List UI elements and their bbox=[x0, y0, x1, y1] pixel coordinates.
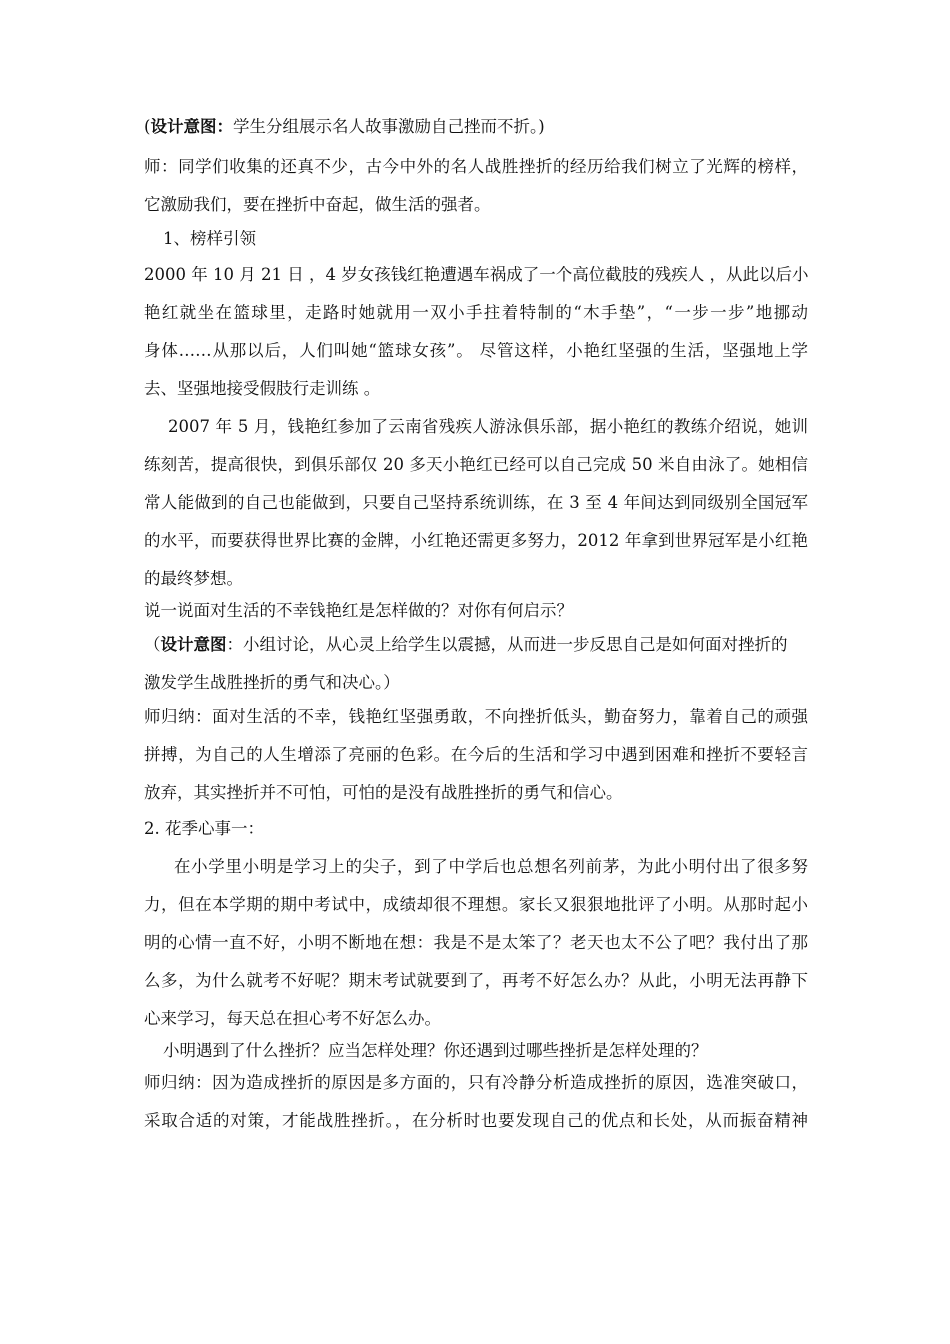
text-line: 激发学生战胜挫折的勇气和决心。） bbox=[144, 674, 400, 692]
design-intent-text: ：小组讨论，从心灵上给学生以震撼，从而进一步反思自己是如何面对挫折的 bbox=[226, 636, 788, 654]
section-heading-role-models: 1、榜样引领 bbox=[163, 230, 256, 248]
document-body bbox=[144, 118, 808, 1130]
text-line: 练刻苦，提高很快，到俱乐部仅 20 多天小艳红已经可以自己完成 50 米自由泳了。她相信 bbox=[144, 456, 808, 474]
text-line: 的水平，而要获得世界比赛的金牌，小红艳还需更多努力，2012 年拿到世界冠军是小红艳 bbox=[144, 532, 808, 550]
design-intent-text: 学生分组展示名人故事激励自己挫而不折。) bbox=[232, 118, 545, 136]
text-line: 师归纳：因为造成挫折的原因是多方面的，只有冷静分析造成挫折的原因，选准突破口， bbox=[144, 1074, 808, 1092]
text-line: 师：同学们收集的还真不少，古今中外的名人战胜挫折的经历给我们树立了光辉的榜样， bbox=[144, 158, 808, 176]
text-line: 的最终梦想。 bbox=[144, 570, 243, 588]
text-line: 它激励我们，要在挫折中奋起，做生活的强者。 bbox=[144, 196, 491, 214]
text-line: 2000 年 10 月 21 日 ，4 岁女孩钱红艳遭遇车祸成了一个高位截肢的残疾人 ，从此以后小 bbox=[144, 266, 808, 284]
text-line: 心来学习，每天总在担心考不好怎么办。 bbox=[144, 1010, 441, 1028]
discussion-question: 小明遇到了什么挫折？应当怎样处理？你还遇到过哪些挫折是怎样处理的？ bbox=[163, 1042, 708, 1060]
text-line: 常人能做到的自己也能做到，只要自己坚持系统训练，在 3 至 4 年间达到同级别全国冠军 bbox=[144, 494, 808, 512]
section-heading-flower-season: 2. 花季心事一： bbox=[144, 820, 264, 838]
text-line: 放弃，其实挫折并不可怕，可怕的是没有战胜挫折的勇气和信心。 bbox=[144, 784, 623, 802]
text-line: 么多，为什么就考不好呢？期末考试就要到了，再考不好怎么办？从此，小明无法再静下 bbox=[144, 972, 808, 990]
text-line: 身体……从那以后，人们叫她“篮球女孩”。 尽管这样，小艳红坚强的生活，坚强地上学 bbox=[144, 342, 808, 360]
text-line: 拼搏，为自己的人生增添了亮丽的色彩。在今后的生活和学习中遇到困难和挫折不要轻言 bbox=[144, 746, 808, 764]
text-line: 师归纳：面对生活的不幸，钱艳红坚强勇敢，不向挫折低头，勤奋努力，靠着自己的顽强 bbox=[144, 708, 808, 726]
design-intent-line-2 bbox=[144, 636, 808, 654]
text-line: 在小学里小明是学习上的尖子，到了中学后也总想名列前茅，为此小明付出了很多努 bbox=[174, 858, 808, 876]
design-intent-label: 设计意图 bbox=[160, 636, 227, 654]
text-line: 2007 年 5 月，钱艳红参加了云南省残疾人游泳俱乐部，据小艳红的教练介绍说，她训 bbox=[168, 418, 808, 436]
paren-open: ( bbox=[144, 118, 151, 136]
text-line: 去、坚强地接受假肢行走训练 。 bbox=[144, 380, 381, 398]
text-line: 明的心情一直不好，小明不断地在想：我是不是太笨了？老天也太不公了吧？我付出了那 bbox=[144, 934, 808, 952]
discussion-question: 说一说面对生活的不幸钱艳红是怎样做的？对你有何启示？ bbox=[144, 602, 573, 620]
text-line: 采取合适的对策，才能战胜挫折。，在分析时也要发现自己的优点和长处，从而振奋精神 bbox=[144, 1112, 808, 1130]
paren-open: （ bbox=[144, 636, 161, 654]
design-intent-line-1 bbox=[144, 118, 808, 136]
text-line: 力，但在本学期的期中考试中，成绩却很不理想。家长又狠狠地批评了小明。从那时起小 bbox=[144, 896, 808, 914]
design-intent-label: 设计意图： bbox=[150, 118, 233, 136]
text-line: 艳红就坐在篮球里，走路时她就用一双小手拄着特制的“木手垫”，“一步一步”地挪动 bbox=[144, 304, 808, 322]
